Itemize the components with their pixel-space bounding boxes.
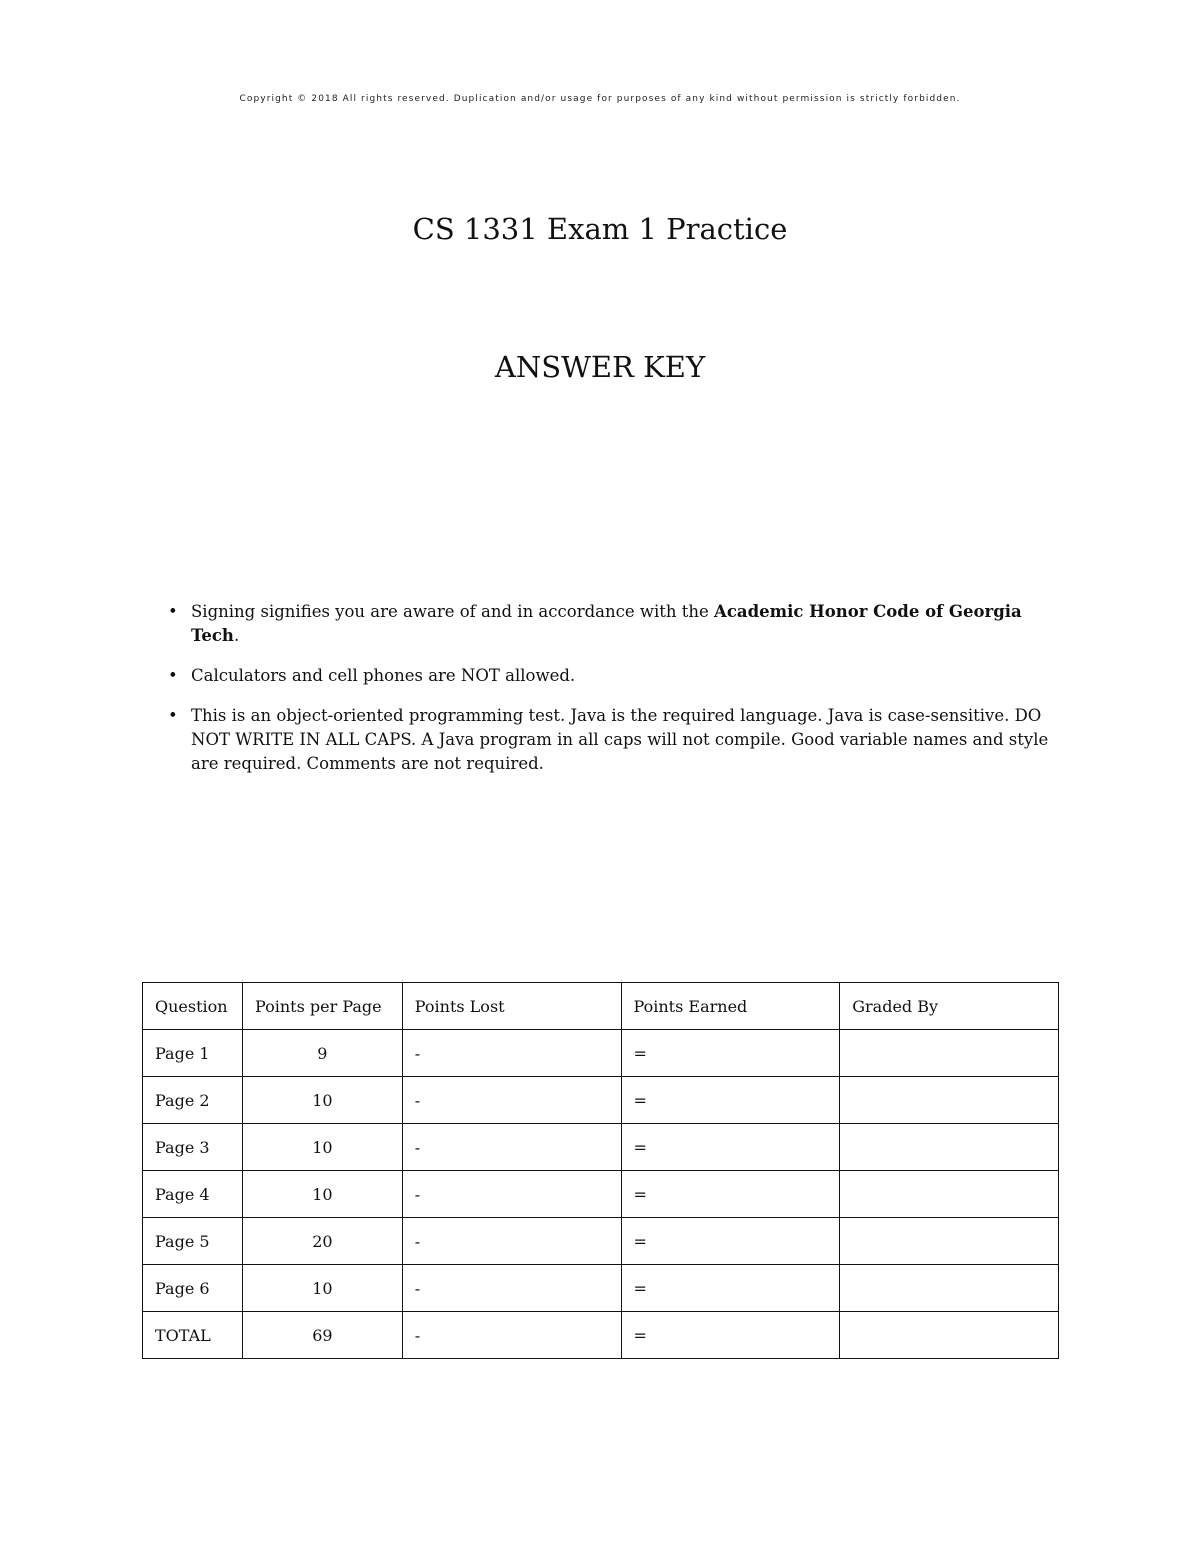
cell-question: Page 5 (143, 1218, 243, 1265)
table-row (143, 1030, 1059, 1077)
cell-graded (840, 1171, 1059, 1218)
instruction-item-calculators (165, 664, 1060, 688)
table-row (143, 1265, 1059, 1312)
cell-question: TOTAL (143, 1312, 243, 1359)
cell-graded (840, 1265, 1059, 1312)
cell-earned: = (621, 1265, 840, 1312)
cell-lost: - (402, 1171, 621, 1218)
cell-lost: - (402, 1030, 621, 1077)
cell-lost: - (402, 1077, 621, 1124)
cell-lost: - (402, 1312, 621, 1359)
cell-graded (840, 1030, 1059, 1077)
table-row (143, 1171, 1059, 1218)
cell-points: 69 (242, 1312, 402, 1359)
instruction-text: Calculators and cell phones are NOT allowed. (191, 666, 576, 685)
table-header-row (143, 983, 1059, 1030)
copyright-notice: Copyright © 2018 All rights reserved. Duplication and/or usage for purposes of any kind without permission is strictly forbidden. (239, 94, 961, 104)
instruction-text-end: . (233, 626, 240, 645)
header-points-earned: Points Earned (621, 983, 840, 1030)
cell-lost: - (402, 1265, 621, 1312)
cell-question: Page 4 (143, 1171, 243, 1218)
honor-code-name: Academic Honor Code of Georgia Tech (191, 602, 1022, 645)
header-points-per-page: Points per Page (242, 983, 402, 1030)
cell-question: Page 1 (143, 1030, 243, 1077)
table-row (143, 1124, 1059, 1171)
cell-earned: = (621, 1312, 840, 1359)
grading-table (142, 982, 1059, 1359)
cell-points: 20 (242, 1218, 402, 1265)
cell-lost: - (402, 1124, 621, 1171)
header-question: Question (143, 983, 243, 1030)
table-row-total (143, 1312, 1059, 1359)
cell-earned: = (621, 1124, 840, 1171)
cell-points: 10 (242, 1077, 402, 1124)
bullet-icon: • (168, 602, 178, 621)
cell-graded (840, 1312, 1059, 1359)
document-subtitle: ANSWER KEY (494, 350, 706, 384)
cell-earned: = (621, 1218, 840, 1265)
cell-points: 10 (242, 1124, 402, 1171)
document-title: CS 1331 Exam 1 Practice (412, 212, 788, 246)
header-graded-by: Graded By (840, 983, 1059, 1030)
instruction-item-java (165, 704, 1060, 776)
instruction-text: Signing signifies you are aware of and in accordance with the (191, 602, 715, 621)
bullet-icon: • (168, 706, 178, 725)
table-row (143, 1218, 1059, 1265)
cell-question: Page 6 (143, 1265, 243, 1312)
cell-lost: - (402, 1218, 621, 1265)
cell-question: Page 3 (143, 1124, 243, 1171)
cell-points: 10 (242, 1171, 402, 1218)
instructions-list (165, 600, 1060, 792)
cell-points: 10 (242, 1265, 402, 1312)
cell-earned: = (621, 1077, 840, 1124)
cell-graded (840, 1124, 1059, 1171)
bullet-icon: • (168, 666, 178, 685)
header-points-lost: Points Lost (402, 983, 621, 1030)
cell-earned: = (621, 1171, 840, 1218)
cell-points: 9 (242, 1030, 402, 1077)
table-row (143, 1077, 1059, 1124)
cell-graded (840, 1218, 1059, 1265)
instruction-item-honor-code (165, 600, 1060, 648)
cell-graded (840, 1077, 1059, 1124)
cell-earned: = (621, 1030, 840, 1077)
cell-question: Page 2 (143, 1077, 243, 1124)
instruction-text: This is an object-oriented programming test. Java is the required language. Java is case-sensitive. DO NOT WRITE IN ALL CAPS. A Java program in all caps will not compile. Good variable names and style are required. Comments are not required. (191, 706, 1049, 773)
